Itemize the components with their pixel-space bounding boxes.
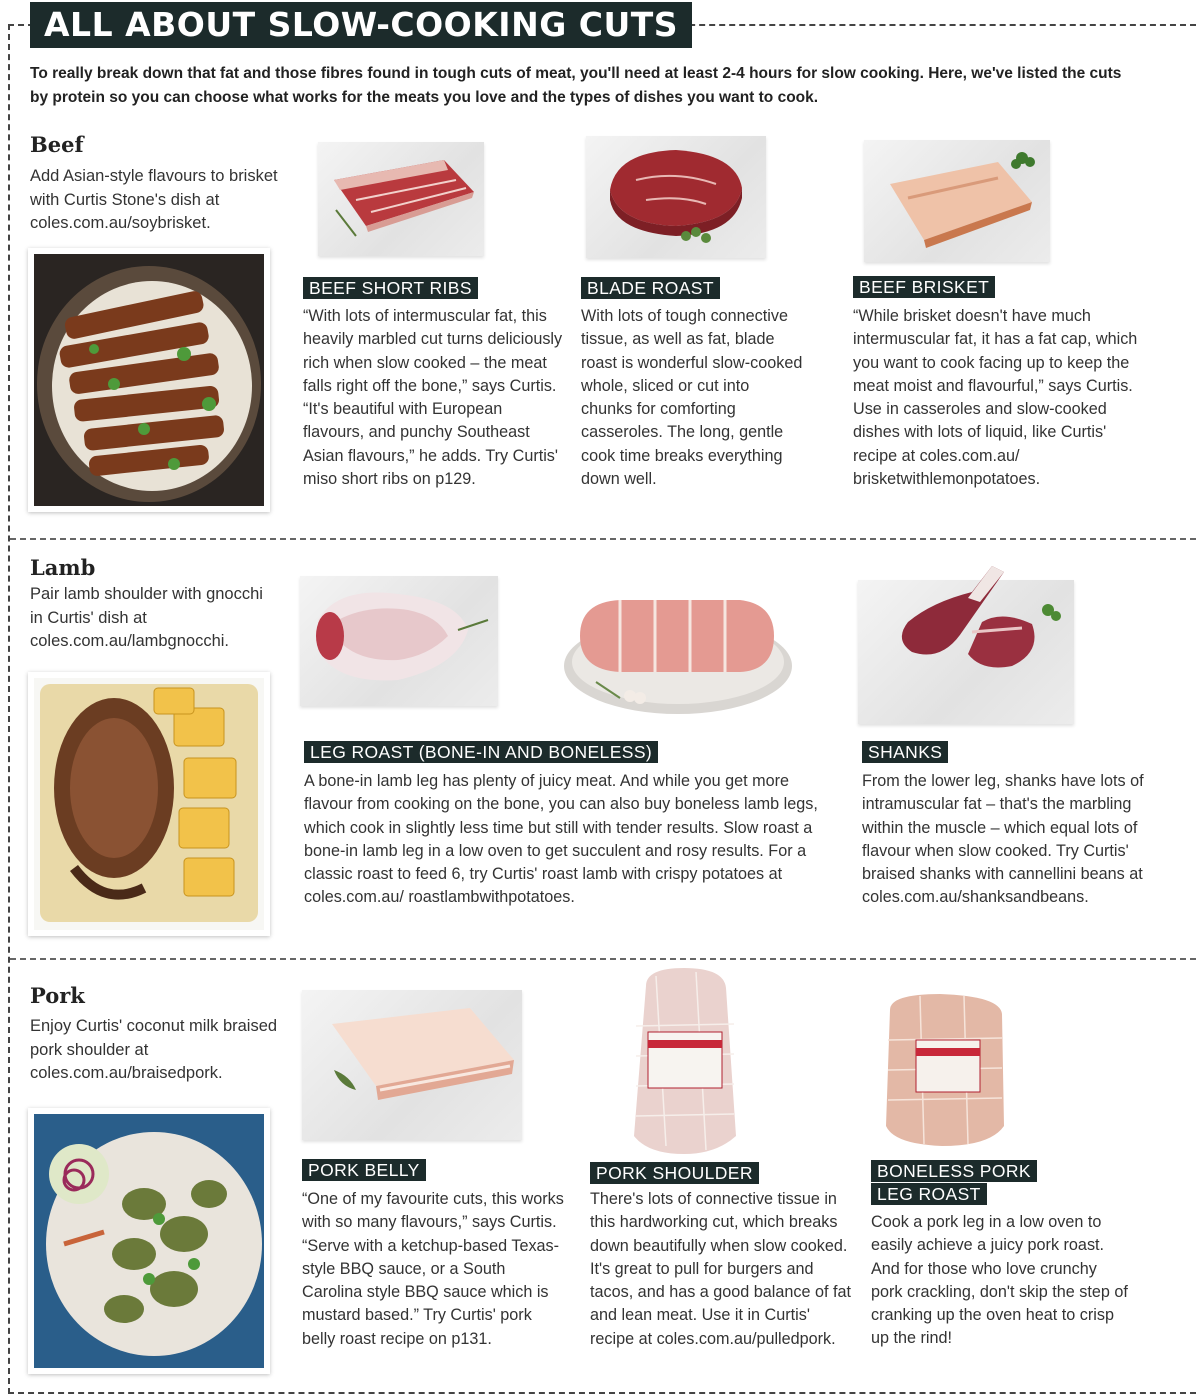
- label-pork-belly: PORK BELLY: [302, 1159, 426, 1181]
- pork-shoulder-dish-photo: [28, 1108, 270, 1374]
- divider-lamb-pork: [10, 958, 1196, 960]
- label-beef-short-ribs: BEEF SHORT RIBS: [303, 277, 478, 299]
- section-title-beef: Beef: [30, 132, 84, 157]
- desc-blade-roast: With lots of tough connective tissue, as well as fat, blade roast is wonderful slow-cooked whole, sliced or cut into chunks for comforting casseroles. The long, gentle cook time breaks everything down well.: [581, 307, 803, 489]
- desc-beef-brisket: “While brisket doesn't have much intermuscular fat, it has a fat cap, which you want to cook facing up to keep the meat moist and flavourful,” says Curtis. Use in casseroles and slow-cooked dishes with lots of liquid, like Curtis' recipe at coles.com.au/ brisketwithlemonpotatoes.: [853, 307, 1138, 489]
- section-blurb-lamb: Pair lamb shoulder with gnocchi in Curtis' dish at coles.com.au/lambgnocchi.: [30, 585, 263, 650]
- label-boneless-pork: BONELESS PORK: [871, 1160, 1037, 1182]
- label-pork-shoulder: PORK SHOULDER: [590, 1162, 759, 1184]
- label-leg-roast-pork: LEG ROAST: [871, 1183, 987, 1205]
- lamb-gnocchi-photo: [28, 672, 270, 936]
- desc-pork-shoulder: There's lots of connective tissue in this hardworking cut, which breaks down beautifully when slow cooked. It's great to pull for burgers and tacos, and has a good balance of fat and lean meat. Use it in Curtis' recipe at coles.com.au/pulledpork.: [590, 1190, 851, 1348]
- label-leg-roast: LEG ROAST (BONE-IN AND BONELESS): [304, 741, 658, 763]
- label-blade-roast: BLADE ROAST: [581, 277, 720, 299]
- brisket-dish-photo: [28, 248, 270, 512]
- desc-shanks: From the lower leg, shanks have lots of intramuscular fat – that's the marbling within the muscle – which equal lots of flavour when slow cooked. Try Curtis' braised shanks with cannellini beans at coles.com.au/shanksandbeans.: [862, 772, 1144, 907]
- page-title: ALL ABOUT SLOW-COOKING CUTS: [30, 2, 692, 48]
- intro-text: To really break down that fat and those fibres found in tough cuts of meat, you'll need at least 2-4 hours for slow cooking. Here, we've listed the cuts by protein so you can choose what works for the meats you love and the types of dishes you want to cook.: [30, 65, 1122, 106]
- divider-beef-lamb: [10, 538, 1196, 540]
- label-shanks: SHANKS: [862, 741, 948, 763]
- desc-beef-short-ribs: “With lots of intermuscular fat, this heavily marbled cut turns deliciously rich when slow cooked – the meat falls right off the bone,” says Curtis. “It's beautiful with European flavours, and punchy Southeast Asian flavours,” he adds. Try Curtis' miso short ribs on p129.: [303, 307, 563, 489]
- label-beef-brisket: BEEF BRISKET: [853, 276, 995, 298]
- section-blurb-beef: Add Asian-style flavours to brisket with Curtis Stone's dish at coles.com.au/soybrisket.: [30, 167, 278, 232]
- section-title-pork: Pork: [30, 983, 85, 1008]
- desc-boneless-pork-leg-roast: Cook a pork leg in a low oven to easily achieve a juicy pork roast. And for those who love crunchy pork crackling, don't skip the step of cranking up the oven heat to crisp up the rind!: [871, 1213, 1128, 1348]
- desc-leg-roast: A bone-in lamb leg has plenty of juicy meat. And while you get more flavour from cooking on the bone, you can also buy boneless lamb legs, which cook in slightly less time but still with tender results. Slow roast a bone-in lamb leg in a low oven to get succulent and rosy results. For a classic roast to feed 6, try Curtis' roast lamb with crispy potatoes at coles.com.au/ roastlambwithpotatoes.: [304, 772, 818, 907]
- section-title-lamb: Lamb: [30, 555, 96, 580]
- desc-pork-belly: “One of my favourite cuts, this works with so many flavours,” says Curtis. “Serve with a ketchup-based Texas-style BBQ sauce, or a South Carolina style BBQ sauce which is mustard based.” Try Curtis' pork belly roast recipe on p131.: [302, 1190, 564, 1348]
- section-blurb-pork: Enjoy Curtis' coconut milk braised pork shoulder at coles.com.au/braisedpork.: [30, 1017, 278, 1082]
